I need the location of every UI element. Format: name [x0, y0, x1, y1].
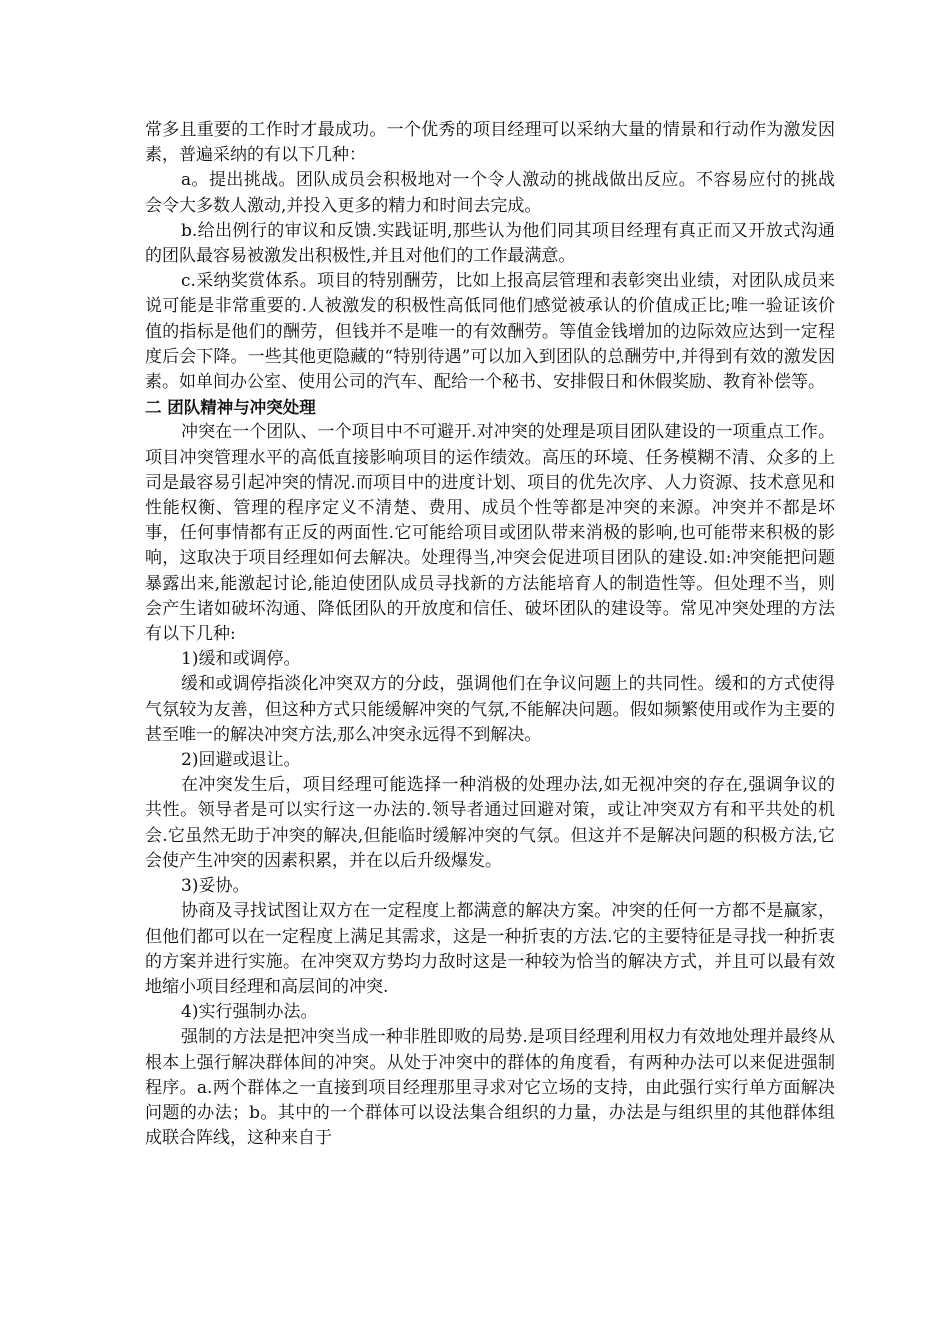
- paragraph-motivation-intro: 常多且重要的工作时才最成功。一个优秀的项目经理可以采纳大量的情景和行动作为激发因素，普遍采纳的有以下几种：: [145, 120, 835, 166]
- paragraph-item-b-feedback: b.给出例行的审议和反馈.实践证明,那些认为他们同其项目经理有真正而又开放式沟通的团队最容易被激发出积极性,并且对他们的工作最满意。: [145, 220, 835, 267]
- list-item-enforcement: 4)实行强制办法。: [181, 1002, 318, 1023]
- list-item-avoidance: 2)回避或退让。: [181, 750, 301, 771]
- paragraph-conflict-overview: 冲突在一个团队、一个项目中不可避开.对冲突的处理是项目团队建设的一项重点工作。项目冲突管理水平的高低直接影响项目的运作绩效。高压的环境、任务模糊不清、众多的上司是最容易引起冲突的情况.而项目中的进度计划、项目的优先次序、人力资源、技术意见和性能权衡、管理的程序定义不清楚、费用、成员个性等都是冲突的来源。冲突并不都是坏事，任何事情都有正反的两面性.它可能给项目或团队带来消极的影响,也可能带来积极的影响，这取决于项目经理如何去解决。处理得当,冲突会促进项目团队的建设.如:冲突能把问题暴露出来,能激起讨论,能迫使团队成员寻找新的方法能培育人的制造性等。但处理不当，则会产生诸如破坏沟通、降低团队的开放度和信任、破坏团队的建设等。常见冲突处理的方法有以下几种:: [145, 422, 835, 645]
- paragraph-mitigation-detail: 缓和或调停指淡化冲突双方的分歧，强调他们在争议问题上的共同性。缓和的方式使得气氛较为友善，但这种方式只能缓解冲突的气氛,不能解决问题。假如频繁使用或作为主要的甚至唯一的解决冲突方法,那么冲突永远得不到解决。: [145, 674, 835, 745]
- section-heading-team-spirit: 二 团队精神与冲突处理: [145, 398, 316, 418]
- paragraph-compromise-detail: 协商及寻找试图让双方在一定程度上都满意的解决方案。冲突的任何一方都不是赢家，但他们都可以在一定程度上满足其需求，这是一种折衷的方法.它的主要特征是寻找一种折衷的方案并进行实施。在冲突双方势均力敌时这是一种较为恰当的解决方式，并且可以最有效地缩小项目经理和高层间的冲突.: [145, 901, 835, 997]
- paragraph-item-c-rewards: c.采纳奖赏体系。项目的特别酬劳，比如上报高层管理和表彰突出业绩，对团队成员来说可能是非常重要的.人被激发的积极性高低同他们感觉被承认的价值成正比;唯一验证该价值的指标是他们的酬劳，但钱并不是唯一的有效酬劳。等值金钱增加的边际效应达到一定程度后会下降。一些其他更隐藏的“特别待遇”可以加入到团队的总酬劳中,并得到有效的激发因素。如单间办公室、使用公司的汽车、配给一个秘书、安排假日和休假奖励、教育补偿等。: [145, 271, 835, 393]
- paragraph-enforcement-detail: 强制的方法是把冲突当成一种非胜即败的局势.是项目经理利用权力有效地处理并最终从根本上强行解决群体间的冲突。从处于冲突中的群体的角度看，有两种办法可以来促进强制程序。a.两个群体之一直接到项目经理那里寻求对它立场的支持，由此强行实行单方面解决问题的办法；b。其中的一个群体可以设法集合组织的力量，办法是与组织里的其他群体组成联合阵线，这种来自于: [145, 1027, 835, 1149]
- paragraph-avoidance-detail: 在冲突发生后，项目经理可能选择一种消极的处理办法,如无视冲突的存在,强调争议的共性。领导者是可以实行这一办法的.领导者通过回避对策，或让冲突双方有和平共处的机会.它虽然无助于冲突的解决,但能临时缓解冲突的气氛。但这并不是解决问题的积极方法,它会使产生冲突的因素积累，并在以后升级爆发。: [145, 775, 835, 871]
- list-item-compromise: 3)妥协。: [181, 876, 250, 897]
- list-item-mitigation: 1)缓和或调停。: [181, 649, 301, 670]
- paragraph-item-a-challenge: a。提出挑战。团队成员会积极地对一个令人激动的挑战做出反应。不容易应付的挑战会令大多数人激动,并投入更多的精力和时间去完成。: [145, 170, 835, 216]
- document-body: [145, 118, 835, 1151]
